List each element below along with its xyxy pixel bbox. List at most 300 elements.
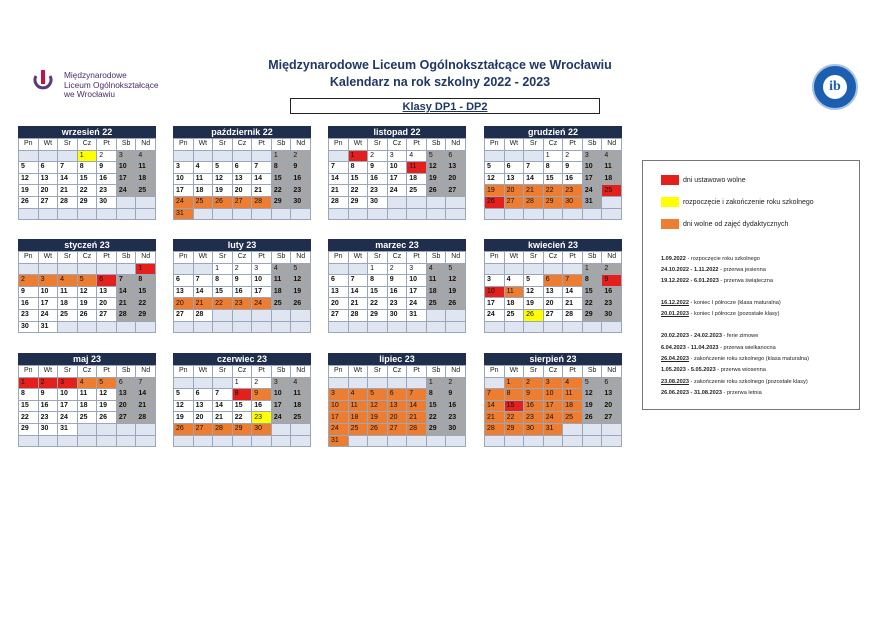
day-cell: 29 — [271, 196, 291, 208]
day-cell: 18 — [77, 400, 97, 412]
day-cell: 6 — [504, 162, 524, 174]
event-date: 1.05.2023 - 5.05.2023 — [661, 367, 716, 373]
day-cell: 23 — [19, 309, 39, 321]
day-cell: 8 — [582, 275, 602, 287]
day-cell — [116, 196, 136, 208]
day-cell: 18 — [58, 298, 78, 310]
legend-box — [642, 160, 860, 410]
weekday-header: Nd — [291, 366, 311, 378]
weekday-header: Pn — [19, 366, 39, 378]
day-cell: 5 — [446, 263, 466, 275]
day-cell: 1 — [136, 263, 156, 275]
day-cell: 20 — [232, 185, 252, 197]
day-cell: 16 — [563, 173, 583, 185]
event-text: - przerwa wielkanocna — [718, 345, 776, 351]
event-item — [661, 333, 758, 339]
day-cell: 7 — [136, 377, 156, 389]
day-cell: 30 — [563, 196, 583, 208]
day-cell: 16 — [291, 173, 311, 185]
day-cell: 15 — [19, 400, 39, 412]
weekday-header: Cz — [232, 366, 252, 378]
day-cell — [232, 309, 252, 321]
month-table — [173, 138, 311, 220]
weekday-header: Wt — [193, 139, 213, 151]
day-cell: 12 — [485, 173, 505, 185]
day-cell: 11 — [407, 162, 427, 174]
day-cell — [213, 377, 233, 389]
day-cell: 3 — [116, 150, 136, 162]
day-cell: 21 — [563, 298, 583, 310]
day-cell: 20 — [193, 412, 213, 424]
day-cell: 11 — [136, 162, 156, 174]
day-cell: 5 — [19, 162, 39, 174]
event-text: - koniec I półrocze (klasa maturalna) — [689, 300, 781, 306]
day-cell: 23 — [387, 298, 407, 310]
day-cell: 21 — [348, 298, 368, 310]
day-cell: 31 — [174, 208, 194, 220]
day-cell — [77, 321, 97, 333]
weekday-header: Nd — [136, 139, 156, 151]
day-cell — [252, 321, 272, 333]
day-cell: 19 — [582, 400, 602, 412]
day-cell — [271, 423, 291, 435]
weekday-header: Nd — [136, 366, 156, 378]
day-cell: 25 — [426, 298, 446, 310]
day-cell — [38, 435, 58, 447]
day-cell: 11 — [58, 286, 78, 298]
day-cell: 13 — [329, 286, 349, 298]
day-cell — [232, 150, 252, 162]
day-cell: 3 — [329, 389, 349, 401]
weekday-header: Nd — [446, 139, 466, 151]
day-cell: 29 — [232, 423, 252, 435]
day-cell — [563, 321, 583, 333]
weekday-header: Śr — [368, 366, 388, 378]
day-cell — [329, 263, 349, 275]
day-cell — [174, 263, 194, 275]
day-cell: 30 — [97, 196, 117, 208]
weekday-header: Nd — [602, 366, 622, 378]
day-cell — [407, 321, 427, 333]
event-item — [661, 379, 808, 385]
day-cell: 7 — [348, 275, 368, 287]
month-table — [18, 365, 156, 447]
weekday-header: Śr — [368, 139, 388, 151]
day-cell: 6 — [116, 377, 136, 389]
weekday-header: Nd — [291, 139, 311, 151]
event-item — [661, 390, 762, 396]
weekday-header: Sb — [426, 139, 446, 151]
day-cell: 21 — [193, 298, 213, 310]
day-cell: 28 — [407, 423, 427, 435]
day-cell: 17 — [582, 173, 602, 185]
day-cell: 6 — [174, 275, 194, 287]
day-cell: 17 — [329, 412, 349, 424]
day-cell — [213, 150, 233, 162]
day-cell: 3 — [582, 150, 602, 162]
month-name: lipiec 23 — [328, 353, 466, 365]
day-cell: 28 — [193, 309, 213, 321]
day-cell: 16 — [97, 173, 117, 185]
weekday-header: Sb — [426, 252, 446, 264]
day-cell: 24 — [116, 185, 136, 197]
day-cell — [136, 321, 156, 333]
day-cell: 4 — [291, 377, 311, 389]
day-cell: 1 — [232, 377, 252, 389]
day-cell: 7 — [193, 275, 213, 287]
day-cell: 15 — [582, 286, 602, 298]
day-cell — [174, 150, 194, 162]
day-cell: 18 — [602, 173, 622, 185]
event-item — [661, 256, 760, 262]
weekday-header: Wt — [504, 252, 524, 264]
day-cell: 28 — [563, 309, 583, 321]
event-date: 24.10.2022 - 1.11.2022 — [661, 267, 719, 273]
day-cell: 29 — [136, 309, 156, 321]
day-cell: 18 — [563, 400, 583, 412]
day-cell — [252, 309, 272, 321]
school-logo-text — [64, 71, 159, 100]
day-cell — [329, 208, 349, 220]
day-cell: 7 — [485, 389, 505, 401]
day-cell: 25 — [193, 196, 213, 208]
day-cell: 15 — [271, 173, 291, 185]
day-cell — [213, 435, 233, 447]
day-cell: 2 — [524, 377, 544, 389]
day-cell — [271, 309, 291, 321]
month-name: październik 22 — [173, 126, 311, 138]
legend-swatch — [661, 197, 679, 207]
day-cell: 15 — [232, 400, 252, 412]
day-cell: 8 — [136, 275, 156, 287]
weekday-header: Pt — [97, 139, 117, 151]
day-cell: 24 — [387, 185, 407, 197]
day-cell: 30 — [524, 423, 544, 435]
day-cell: 13 — [174, 286, 194, 298]
day-cell: 9 — [19, 286, 39, 298]
weekday-header: Cz — [77, 366, 97, 378]
day-cell: 4 — [136, 150, 156, 162]
day-cell: 23 — [446, 412, 466, 424]
day-cell — [213, 208, 233, 220]
month-calendar — [18, 126, 156, 220]
day-cell — [213, 309, 233, 321]
weekday-header: Śr — [368, 252, 388, 264]
event-item — [661, 367, 766, 373]
day-cell: 27 — [387, 423, 407, 435]
day-cell: 8 — [368, 275, 388, 287]
day-cell — [97, 263, 117, 275]
day-cell: 29 — [19, 423, 39, 435]
day-cell: 31 — [329, 435, 349, 447]
day-cell: 16 — [368, 173, 388, 185]
day-cell: 31 — [543, 423, 563, 435]
day-cell: 2 — [97, 150, 117, 162]
day-cell — [368, 321, 388, 333]
event-text: - przerwa świąteczna — [718, 278, 773, 284]
day-cell: 2 — [232, 263, 252, 275]
day-cell: 15 — [77, 173, 97, 185]
school-logo-icon — [32, 70, 54, 98]
day-cell: 16 — [524, 400, 544, 412]
weekday-header: Wt — [504, 366, 524, 378]
day-cell: 27 — [329, 309, 349, 321]
day-cell — [136, 208, 156, 220]
day-cell: 27 — [232, 196, 252, 208]
logo-line: Międzynarodowe — [64, 70, 127, 80]
day-cell: 21 — [524, 185, 544, 197]
day-cell — [38, 150, 58, 162]
day-cell — [407, 196, 427, 208]
weekday-header: Pt — [407, 139, 427, 151]
day-cell: 22 — [543, 185, 563, 197]
weekday-header: Wt — [504, 139, 524, 151]
day-cell: 23 — [291, 185, 311, 197]
day-cell: 10 — [38, 286, 58, 298]
day-cell — [77, 208, 97, 220]
day-cell — [348, 263, 368, 275]
day-cell — [348, 435, 368, 447]
month-calendar — [328, 126, 466, 220]
event-item — [661, 356, 809, 362]
day-cell: 3 — [58, 377, 78, 389]
month-name: marzec 23 — [328, 239, 466, 251]
day-cell — [193, 150, 213, 162]
weekday-header: Nd — [136, 252, 156, 264]
event-text: - przerwa jesienna — [718, 267, 766, 273]
weekday-header: Cz — [232, 252, 252, 264]
day-cell: 22 — [213, 298, 233, 310]
day-cell — [407, 377, 427, 389]
day-cell: 9 — [446, 389, 466, 401]
day-cell: 11 — [348, 400, 368, 412]
month-name: wrzesień 22 — [18, 126, 156, 138]
day-cell — [291, 435, 311, 447]
weekday-header: Sb — [271, 139, 291, 151]
day-cell — [563, 423, 583, 435]
day-cell: 12 — [426, 162, 446, 174]
day-cell: 16 — [19, 298, 39, 310]
day-cell: 19 — [368, 412, 388, 424]
weekday-header: Cz — [387, 139, 407, 151]
day-cell: 1 — [271, 150, 291, 162]
day-cell — [329, 150, 349, 162]
weekday-header: Wt — [348, 252, 368, 264]
day-cell — [252, 435, 272, 447]
day-cell: 28 — [329, 196, 349, 208]
day-cell: 11 — [563, 389, 583, 401]
day-cell: 14 — [407, 400, 427, 412]
event-date: 19.12.2022 - 6.01.2023 — [661, 278, 719, 284]
day-cell — [193, 321, 213, 333]
day-cell: 17 — [271, 400, 291, 412]
day-cell: 22 — [582, 298, 602, 310]
day-cell — [193, 377, 213, 389]
weekday-header: Cz — [77, 139, 97, 151]
day-cell — [407, 208, 427, 220]
day-cell: 22 — [232, 412, 252, 424]
day-cell — [136, 435, 156, 447]
day-cell — [38, 263, 58, 275]
day-cell: 18 — [291, 400, 311, 412]
day-cell: 26 — [77, 309, 97, 321]
day-cell: 10 — [407, 275, 427, 287]
weekday-header: Wt — [348, 139, 368, 151]
day-cell: 26 — [524, 309, 544, 321]
day-cell: 7 — [116, 275, 136, 287]
day-cell: 22 — [368, 298, 388, 310]
day-cell: 13 — [116, 389, 136, 401]
day-cell — [485, 150, 505, 162]
weekday-header: Sb — [582, 366, 602, 378]
day-cell: 16 — [232, 286, 252, 298]
day-cell: 3 — [271, 377, 291, 389]
day-cell — [348, 208, 368, 220]
day-cell: 21 — [213, 412, 233, 424]
day-cell: 26 — [19, 196, 39, 208]
legend-label: rozpoczęcie i zakończenie roku szkolnego — [682, 198, 814, 206]
day-cell — [524, 208, 544, 220]
day-cell — [348, 377, 368, 389]
legend-swatch — [661, 219, 679, 229]
day-cell — [19, 435, 39, 447]
weekday-header: Pn — [329, 366, 349, 378]
ib-world-school-logo — [812, 64, 858, 110]
day-cell — [368, 377, 388, 389]
day-cell — [426, 309, 446, 321]
day-cell: 19 — [291, 286, 311, 298]
day-cell: 21 — [136, 400, 156, 412]
day-cell: 31 — [407, 309, 427, 321]
day-cell: 3 — [174, 162, 194, 174]
day-cell: 29 — [77, 196, 97, 208]
day-cell: 3 — [485, 275, 505, 287]
day-cell: 6 — [329, 275, 349, 287]
day-cell — [387, 377, 407, 389]
day-cell: 3 — [38, 275, 58, 287]
event-text: - zakończenie roku szkolnego (pozostałe klasy) — [689, 379, 808, 385]
day-cell: 12 — [174, 400, 194, 412]
day-cell — [291, 423, 311, 435]
month-calendar — [173, 353, 311, 447]
legend-item-break — [661, 219, 788, 229]
day-cell: 30 — [291, 196, 311, 208]
day-cell — [524, 321, 544, 333]
day-cell: 8 — [213, 275, 233, 287]
day-cell — [485, 321, 505, 333]
day-cell: 4 — [348, 389, 368, 401]
day-cell: 5 — [485, 162, 505, 174]
weekday-header: Pn — [329, 252, 349, 264]
weekday-header: Sb — [116, 252, 136, 264]
day-cell — [193, 208, 213, 220]
day-cell: 18 — [193, 185, 213, 197]
page-subtitle: Kalendarz na rok szkolny 2022 - 2023 — [329, 75, 551, 89]
day-cell: 1 — [348, 150, 368, 162]
day-cell: 9 — [252, 389, 272, 401]
day-cell: 4 — [426, 263, 446, 275]
event-date: 20.02.2023 - 24.02.2023 — [661, 333, 722, 339]
weekday-header: Śr — [58, 252, 78, 264]
day-cell — [348, 321, 368, 333]
weekday-header: Nd — [446, 366, 466, 378]
day-cell: 15 — [136, 286, 156, 298]
weekday-header: Nd — [602, 139, 622, 151]
day-cell: 8 — [426, 389, 446, 401]
day-cell: 8 — [19, 389, 39, 401]
weekday-header: Pt — [252, 366, 272, 378]
day-cell: 5 — [368, 389, 388, 401]
day-cell: 26 — [213, 196, 233, 208]
weekday-header: Pn — [485, 252, 505, 264]
day-cell: 25 — [77, 412, 97, 424]
day-cell: 2 — [252, 377, 272, 389]
day-cell — [387, 321, 407, 333]
day-cell — [329, 321, 349, 333]
day-cell: 9 — [563, 162, 583, 174]
weekday-header: Śr — [213, 366, 233, 378]
day-cell: 8 — [77, 162, 97, 174]
day-cell — [485, 377, 505, 389]
day-cell: 12 — [19, 173, 39, 185]
day-cell: 17 — [252, 286, 272, 298]
day-cell: 12 — [213, 173, 233, 185]
weekday-header: Cz — [77, 252, 97, 264]
day-cell — [232, 435, 252, 447]
weekday-header: Sb — [582, 139, 602, 151]
day-cell: 11 — [602, 162, 622, 174]
day-cell — [446, 321, 466, 333]
day-cell: 18 — [504, 298, 524, 310]
day-cell — [116, 423, 136, 435]
event-date: 26.06.2023 - 31.08.2023 — [661, 390, 722, 396]
day-cell: 21 — [485, 412, 505, 424]
day-cell: 6 — [543, 275, 563, 287]
month-table — [18, 251, 156, 333]
month-table — [328, 365, 466, 447]
day-cell: 8 — [543, 162, 563, 174]
day-cell: 20 — [446, 173, 466, 185]
day-cell: 16 — [252, 400, 272, 412]
month-calendar — [18, 353, 156, 447]
ib-logo-text: ib — [823, 75, 847, 99]
day-cell: 23 — [252, 412, 272, 424]
day-cell: 12 — [524, 286, 544, 298]
day-cell: 22 — [19, 412, 39, 424]
day-cell: 30 — [602, 309, 622, 321]
day-cell — [485, 435, 505, 447]
day-cell: 20 — [602, 400, 622, 412]
day-cell: 15 — [213, 286, 233, 298]
day-cell: 27 — [174, 309, 194, 321]
day-cell: 17 — [174, 185, 194, 197]
day-cell: 6 — [232, 162, 252, 174]
day-cell: 8 — [348, 162, 368, 174]
day-cell: 27 — [116, 412, 136, 424]
day-cell: 25 — [348, 423, 368, 435]
day-cell: 29 — [582, 309, 602, 321]
day-cell — [582, 208, 602, 220]
day-cell: 9 — [387, 275, 407, 287]
weekday-header: Pn — [19, 252, 39, 264]
month-name: kwiecień 23 — [484, 239, 622, 251]
page-title: Międzynarodowe Liceum Ogólnokształcące we Wrocławiu — [268, 58, 612, 72]
day-cell: 1 — [582, 263, 602, 275]
weekday-header: Śr — [524, 366, 544, 378]
weekday-header: Nd — [446, 252, 466, 264]
weekday-header: Cz — [232, 139, 252, 151]
day-cell: 26 — [368, 423, 388, 435]
